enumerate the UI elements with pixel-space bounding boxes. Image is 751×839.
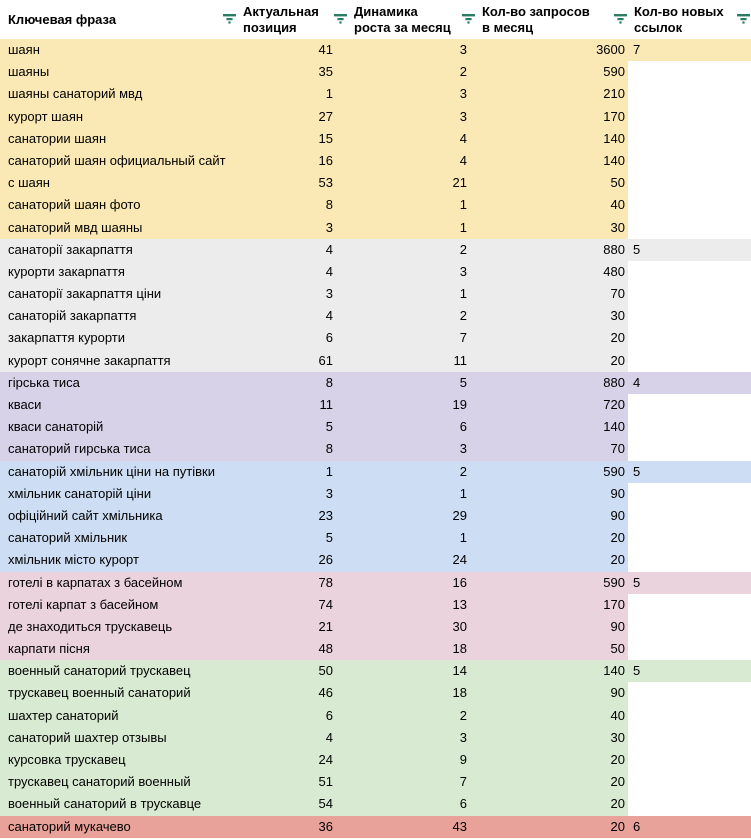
cell-phrase[interactable]: кваси санаторій <box>0 416 237 438</box>
cell-queries[interactable]: 590 <box>476 461 628 483</box>
cell-growth[interactable]: 2 <box>348 239 476 261</box>
table-row <box>0 128 751 150</box>
filter-icon[interactable] <box>462 13 475 25</box>
cell-new-links[interactable] <box>628 527 751 549</box>
cell-growth[interactable]: 7 <box>348 327 476 349</box>
column-header-label: Динамика <box>354 3 418 19</box>
table-body <box>0 39 751 838</box>
cell-position[interactable]: 6 <box>237 705 348 727</box>
cell-new-links[interactable] <box>628 505 751 527</box>
table-row <box>0 150 751 172</box>
cell-queries[interactable]: 210 <box>476 83 628 105</box>
cell-growth[interactable]: 3 <box>348 727 476 749</box>
cell-queries[interactable]: 20 <box>476 749 628 771</box>
table-row <box>0 549 751 571</box>
cell-queries[interactable]: 3600 <box>476 39 628 61</box>
cell-position[interactable]: 48 <box>237 638 348 660</box>
cell-queries[interactable]: 590 <box>476 572 628 594</box>
column-header-label: в месяц <box>482 19 534 35</box>
cell-growth[interactable]: 18 <box>348 638 476 660</box>
cell-phrase[interactable]: шаяны санаторий мвд <box>0 83 237 105</box>
filter-icon[interactable] <box>737 13 750 25</box>
cell-growth[interactable]: 2 <box>348 305 476 327</box>
table-row <box>0 172 751 194</box>
cell-new-links[interactable] <box>628 638 751 660</box>
cell-new-links[interactable] <box>628 394 751 416</box>
table-row <box>0 106 751 128</box>
cell-queries[interactable]: 170 <box>476 594 628 616</box>
cell-queries[interactable]: 140 <box>476 416 628 438</box>
cell-new-links[interactable] <box>628 416 751 438</box>
cell-growth[interactable]: 2 <box>348 705 476 727</box>
cell-phrase[interactable]: с шаян <box>0 172 237 194</box>
cell-position[interactable]: 6 <box>237 327 348 349</box>
cell-phrase[interactable]: санаторій закарпаття <box>0 305 237 327</box>
table-row <box>0 61 751 83</box>
cell-position[interactable]: 74 <box>237 594 348 616</box>
cell-phrase[interactable]: санатории шаян <box>0 128 237 150</box>
table-row <box>0 261 751 283</box>
cell-phrase[interactable]: санаторії закарпаття ціни <box>0 283 237 305</box>
cell-phrase[interactable]: курорт сонячне закарпаття <box>0 350 237 372</box>
cell-growth[interactable]: 9 <box>348 749 476 771</box>
table-row <box>0 505 751 527</box>
column-header-label: позиция <box>243 19 297 35</box>
cell-phrase[interactable]: санаторий мукачево <box>0 816 237 838</box>
cell-position[interactable]: 54 <box>237 793 348 815</box>
cell-queries[interactable]: 70 <box>476 283 628 305</box>
cell-new-links[interactable]: 5 <box>628 660 751 682</box>
cell-position[interactable]: 46 <box>237 682 348 704</box>
column-header-label: Кол-во новых <box>634 3 724 19</box>
cell-growth[interactable]: 7 <box>348 771 476 793</box>
table-row <box>0 527 751 549</box>
cell-new-links[interactable] <box>628 549 751 571</box>
cell-new-links[interactable] <box>628 749 751 771</box>
cell-new-links[interactable]: 5 <box>628 572 751 594</box>
cell-growth[interactable]: 1 <box>348 527 476 549</box>
cell-position[interactable]: 11 <box>237 394 348 416</box>
cell-queries[interactable]: 20 <box>476 549 628 571</box>
cell-queries[interactable]: 90 <box>476 505 628 527</box>
cell-queries[interactable]: 20 <box>476 771 628 793</box>
cell-queries[interactable]: 70 <box>476 438 628 460</box>
cell-growth[interactable]: 14 <box>348 660 476 682</box>
cell-new-links[interactable] <box>628 172 751 194</box>
cell-position[interactable]: 5 <box>237 527 348 549</box>
cell-phrase[interactable]: курорт шаян <box>0 106 237 128</box>
cell-phrase[interactable]: шаяны <box>0 61 237 83</box>
table-row <box>0 572 751 594</box>
cell-queries[interactable]: 880 <box>476 239 628 261</box>
cell-position[interactable]: 23 <box>237 505 348 527</box>
cell-phrase[interactable]: санаторії закарпаття <box>0 239 237 261</box>
cell-new-links[interactable] <box>628 305 751 327</box>
cell-growth[interactable]: 43 <box>348 816 476 838</box>
cell-new-links[interactable] <box>628 83 751 105</box>
cell-position[interactable]: 24 <box>237 749 348 771</box>
cell-new-links[interactable] <box>628 194 751 216</box>
cell-growth[interactable]: 3 <box>348 438 476 460</box>
cell-queries[interactable]: 170 <box>476 106 628 128</box>
column-header-phrase[interactable] <box>0 0 237 39</box>
table-row <box>0 438 751 460</box>
cell-position[interactable]: 4 <box>237 727 348 749</box>
table-row <box>0 660 751 682</box>
cell-position[interactable]: 8 <box>237 438 348 460</box>
cell-new-links[interactable] <box>628 106 751 128</box>
cell-queries[interactable]: 30 <box>476 217 628 239</box>
cell-position[interactable]: 4 <box>237 261 348 283</box>
cell-queries[interactable]: 720 <box>476 394 628 416</box>
cell-position[interactable]: 53 <box>237 172 348 194</box>
cell-position[interactable]: 51 <box>237 771 348 793</box>
cell-position[interactable]: 8 <box>237 372 348 394</box>
cell-new-links[interactable] <box>628 438 751 460</box>
cell-new-links[interactable] <box>628 727 751 749</box>
table-row <box>0 194 751 216</box>
cell-position[interactable]: 36 <box>237 816 348 838</box>
table-row <box>0 416 751 438</box>
table-row <box>0 461 751 483</box>
cell-position[interactable]: 3 <box>237 217 348 239</box>
cell-position[interactable]: 4 <box>237 305 348 327</box>
cell-growth[interactable]: 2 <box>348 61 476 83</box>
cell-phrase[interactable]: гірська тиса <box>0 372 237 394</box>
cell-queries[interactable]: 20 <box>476 793 628 815</box>
cell-growth[interactable]: 6 <box>348 793 476 815</box>
cell-queries[interactable]: 90 <box>476 483 628 505</box>
cell-phrase[interactable]: шаян <box>0 39 237 61</box>
cell-new-links[interactable] <box>628 61 751 83</box>
cell-growth[interactable]: 18 <box>348 682 476 704</box>
cell-queries[interactable]: 140 <box>476 660 628 682</box>
table-row <box>0 394 751 416</box>
cell-phrase[interactable]: санаторий гирська тиса <box>0 438 237 460</box>
cell-position[interactable]: 27 <box>237 106 348 128</box>
cell-new-links[interactable] <box>628 261 751 283</box>
cell-position[interactable]: 15 <box>237 128 348 150</box>
cell-position[interactable]: 21 <box>237 616 348 638</box>
table-row <box>0 638 751 660</box>
column-header-label: Актуальная <box>243 3 319 19</box>
cell-position[interactable]: 41 <box>237 39 348 61</box>
cell-phrase[interactable]: готелі в карпатах з басейном <box>0 572 237 594</box>
cell-phrase[interactable]: трускавец санаторий военный <box>0 771 237 793</box>
cell-position[interactable]: 8 <box>237 194 348 216</box>
table-row <box>0 705 751 727</box>
table-row <box>0 682 751 704</box>
table-row <box>0 217 751 239</box>
cell-queries[interactable]: 50 <box>476 638 628 660</box>
cell-growth[interactable]: 11 <box>348 350 476 372</box>
column-header-label: ссылок <box>634 19 683 35</box>
cell-queries[interactable]: 20 <box>476 527 628 549</box>
cell-position[interactable]: 4 <box>237 239 348 261</box>
cell-queries[interactable]: 90 <box>476 616 628 638</box>
cell-phrase[interactable]: шахтер санаторий <box>0 705 237 727</box>
column-header-new-links[interactable] <box>628 0 751 39</box>
cell-growth[interactable]: 3 <box>348 39 476 61</box>
cell-growth[interactable]: 1 <box>348 483 476 505</box>
column-header-label: роста за месяц <box>354 19 451 35</box>
table-row <box>0 83 751 105</box>
cell-phrase[interactable]: санаторий хмільник <box>0 527 237 549</box>
cell-new-links[interactable]: 7 <box>628 39 751 61</box>
cell-phrase[interactable]: военный санаторий трускавец <box>0 660 237 682</box>
cell-new-links[interactable] <box>628 217 751 239</box>
cell-phrase[interactable]: санаторий шаян официальный сайт <box>0 150 237 172</box>
cell-position[interactable]: 50 <box>237 660 348 682</box>
cell-queries[interactable]: 40 <box>476 705 628 727</box>
cell-position[interactable]: 35 <box>237 61 348 83</box>
cell-queries[interactable]: 20 <box>476 350 628 372</box>
cell-position[interactable]: 26 <box>237 549 348 571</box>
cell-new-links[interactable]: 6 <box>628 816 751 838</box>
cell-queries[interactable]: 140 <box>476 128 628 150</box>
cell-phrase[interactable]: карпати пісня <box>0 638 237 660</box>
cell-queries[interactable]: 30 <box>476 727 628 749</box>
cell-growth[interactable]: 24 <box>348 549 476 571</box>
cell-growth[interactable]: 19 <box>348 394 476 416</box>
column-header-growth[interactable] <box>348 0 476 39</box>
cell-position[interactable]: 5 <box>237 416 348 438</box>
cell-growth[interactable]: 30 <box>348 616 476 638</box>
cell-new-links[interactable]: 5 <box>628 239 751 261</box>
filter-icon[interactable] <box>334 13 347 25</box>
cell-new-links[interactable] <box>628 150 751 172</box>
table-row <box>0 793 751 815</box>
cell-phrase[interactable]: де знаходиться трускавець <box>0 616 237 638</box>
cell-queries[interactable]: 30 <box>476 305 628 327</box>
cell-queries[interactable]: 880 <box>476 372 628 394</box>
cell-position[interactable]: 3 <box>237 483 348 505</box>
filter-icon[interactable] <box>223 13 236 25</box>
cell-growth[interactable]: 1 <box>348 217 476 239</box>
cell-queries[interactable]: 40 <box>476 194 628 216</box>
cell-queries[interactable]: 140 <box>476 150 628 172</box>
cell-new-links[interactable] <box>628 283 751 305</box>
table-header <box>0 0 751 39</box>
cell-queries[interactable]: 50 <box>476 172 628 194</box>
cell-growth[interactable]: 3 <box>348 261 476 283</box>
cell-new-links[interactable] <box>628 128 751 150</box>
table-row <box>0 305 751 327</box>
table-row <box>0 283 751 305</box>
table-row <box>0 350 751 372</box>
cell-new-links[interactable] <box>628 771 751 793</box>
cell-phrase[interactable]: санаторий шаян фото <box>0 194 237 216</box>
table-row <box>0 483 751 505</box>
table-row <box>0 749 751 771</box>
table-row <box>0 39 751 61</box>
table-row <box>0 771 751 793</box>
cell-growth[interactable]: 3 <box>348 83 476 105</box>
cell-phrase[interactable]: готелі карпат з басейном <box>0 594 237 616</box>
cell-position[interactable]: 61 <box>237 350 348 372</box>
cell-growth[interactable]: 16 <box>348 572 476 594</box>
table-row <box>0 239 751 261</box>
cell-new-links[interactable] <box>628 793 751 815</box>
cell-phrase[interactable]: курорти закарпаття <box>0 261 237 283</box>
cell-phrase[interactable]: хмільник місто курорт <box>0 549 237 571</box>
column-header-label: Кол-во запросов <box>482 3 590 19</box>
cell-growth[interactable]: 29 <box>348 505 476 527</box>
cell-phrase[interactable]: санаторий мвд шаяны <box>0 217 237 239</box>
table-row <box>0 727 751 749</box>
cell-new-links[interactable] <box>628 682 751 704</box>
cell-growth[interactable]: 1 <box>348 194 476 216</box>
cell-growth[interactable]: 4 <box>348 150 476 172</box>
cell-new-links[interactable] <box>628 327 751 349</box>
cell-position[interactable]: 3 <box>237 283 348 305</box>
table-row <box>0 594 751 616</box>
column-header-position[interactable] <box>237 0 348 39</box>
cell-growth[interactable]: 3 <box>348 106 476 128</box>
cell-phrase[interactable]: хмільник санаторій ціни <box>0 483 237 505</box>
filter-icon[interactable] <box>614 13 627 25</box>
cell-new-links[interactable] <box>628 483 751 505</box>
table-row <box>0 372 751 394</box>
column-header-label: Ключевая фраза <box>8 11 117 27</box>
cell-queries[interactable]: 480 <box>476 261 628 283</box>
cell-phrase[interactable]: военный санаторий в трускавце <box>0 793 237 815</box>
cell-growth[interactable]: 6 <box>348 416 476 438</box>
cell-growth[interactable]: 2 <box>348 461 476 483</box>
cell-queries[interactable]: 20 <box>476 816 628 838</box>
table-row <box>0 616 751 638</box>
cell-new-links[interactable] <box>628 616 751 638</box>
cell-phrase[interactable]: кваси <box>0 394 237 416</box>
table-row <box>0 327 751 349</box>
cell-growth[interactable]: 5 <box>348 372 476 394</box>
cell-queries[interactable]: 90 <box>476 682 628 704</box>
cell-position[interactable]: 78 <box>237 572 348 594</box>
column-header-queries[interactable] <box>476 0 628 39</box>
cell-growth[interactable]: 1 <box>348 283 476 305</box>
cell-growth[interactable]: 13 <box>348 594 476 616</box>
cell-phrase[interactable]: санаторий шахтер отзывы <box>0 727 237 749</box>
cell-phrase[interactable]: офіційний сайт хмільника <box>0 505 237 527</box>
cell-phrase[interactable]: санаторій хмільник ціни на путівки <box>0 461 237 483</box>
cell-new-links[interactable] <box>628 705 751 727</box>
cell-queries[interactable]: 590 <box>476 61 628 83</box>
cell-phrase[interactable]: трускавец военный санаторий <box>0 682 237 704</box>
cell-new-links[interactable] <box>628 594 751 616</box>
cell-phrase[interactable]: курсовка трускавец <box>0 749 237 771</box>
cell-growth[interactable]: 21 <box>348 172 476 194</box>
cell-phrase[interactable]: закарпаття курорти <box>0 327 237 349</box>
cell-position[interactable]: 16 <box>237 150 348 172</box>
cell-position[interactable]: 1 <box>237 83 348 105</box>
cell-growth[interactable]: 4 <box>348 128 476 150</box>
table-row <box>0 816 751 838</box>
cell-queries[interactable]: 20 <box>476 327 628 349</box>
cell-new-links[interactable]: 4 <box>628 372 751 394</box>
cell-position[interactable]: 1 <box>237 461 348 483</box>
cell-new-links[interactable]: 5 <box>628 461 751 483</box>
cell-new-links[interactable] <box>628 350 751 372</box>
